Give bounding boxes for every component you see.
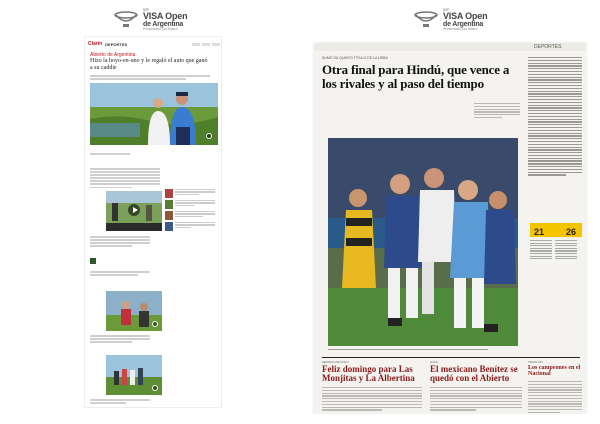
visa-open-logo-left — [112, 8, 187, 32]
article-body-3 — [90, 335, 150, 344]
site-nav — [85, 40, 222, 48]
play-icon[interactable] — [128, 204, 140, 216]
site-brand: Clarín — [88, 41, 103, 47]
article-body-1 — [90, 168, 160, 190]
logo-country: de Argentina — [443, 21, 484, 28]
logo-edition: 53º — [443, 7, 449, 12]
article-headline: Hizo la hoyo-en-uno y le regaló el auto que ganó a su caddie — [90, 58, 208, 71]
related-news — [165, 189, 215, 243]
trophy-icon — [412, 11, 440, 29]
story-label: SEMANA DE POLO — [322, 360, 349, 364]
story-body-golf — [430, 387, 522, 412]
logo-sponsor: Presentado por Macro — [443, 27, 478, 31]
logo-name: VISA Open — [443, 11, 488, 21]
site-section: DEPORTES — [105, 41, 128, 47]
story-label: GOLF — [430, 360, 439, 364]
gallery-photo-1 — [106, 291, 162, 331]
story-body-polo — [322, 387, 422, 412]
newspaper-page — [314, 43, 586, 413]
hero-photo — [90, 83, 218, 145]
story-label: TRIATLÓN — [528, 360, 543, 364]
side-column-text — [528, 57, 582, 177]
article-kicker: SUMÓ SU QUINTO TÍTULO DE LA URBA — [322, 56, 388, 60]
story-headline-golf: El mexicano Benítez se quedó con el Abierto — [430, 364, 518, 384]
score-away: 26 — [566, 227, 577, 237]
article-lede — [90, 75, 210, 81]
web-article-screenshot — [84, 36, 222, 408]
related-item[interactable] — [165, 222, 215, 231]
gallery-photo-2 — [106, 355, 162, 395]
story-headline-triathlon: Los campeones en el Nacional — [528, 365, 581, 378]
gallery-icon[interactable] — [152, 321, 158, 327]
gallery-icon[interactable] — [152, 385, 158, 391]
logo-sponsor: Presentado por Macro — [143, 27, 178, 31]
nav-links — [192, 43, 220, 46]
lineup-table — [530, 240, 582, 261]
article-kicker: Abierto de Argentina — [90, 52, 136, 58]
story-body-triathlon — [528, 381, 582, 413]
article-body-4 — [90, 399, 150, 405]
trophy-icon — [112, 11, 140, 29]
middle-column-text — [474, 103, 520, 120]
logo-edition: 53º — [143, 7, 149, 12]
visa-open-logo-right — [412, 8, 487, 32]
related-item[interactable] — [165, 211, 215, 220]
logo-country: de Argentina — [143, 21, 184, 28]
score-home: 21 — [534, 227, 545, 237]
embed-post — [90, 253, 150, 277]
newspaper-headline: Otra final para Hindú, que vence a los rivales y al paso del tiempo — [322, 62, 510, 91]
article-body-2 — [90, 236, 150, 248]
section-label: DEPORTES — [534, 44, 562, 50]
gallery-icon[interactable] — [206, 133, 212, 139]
section-rule — [322, 357, 580, 358]
logo-name: VISA Open — [143, 11, 188, 21]
story-headline-polo: Feliz domingo para Las Monjitas y La Albertina — [322, 364, 415, 384]
related-item[interactable] — [165, 189, 215, 198]
photo-caption — [328, 349, 514, 352]
video-thumbnail[interactable] — [106, 191, 162, 231]
rugby-photo — [328, 138, 518, 346]
byline — [90, 153, 130, 156]
related-item[interactable] — [165, 200, 215, 209]
